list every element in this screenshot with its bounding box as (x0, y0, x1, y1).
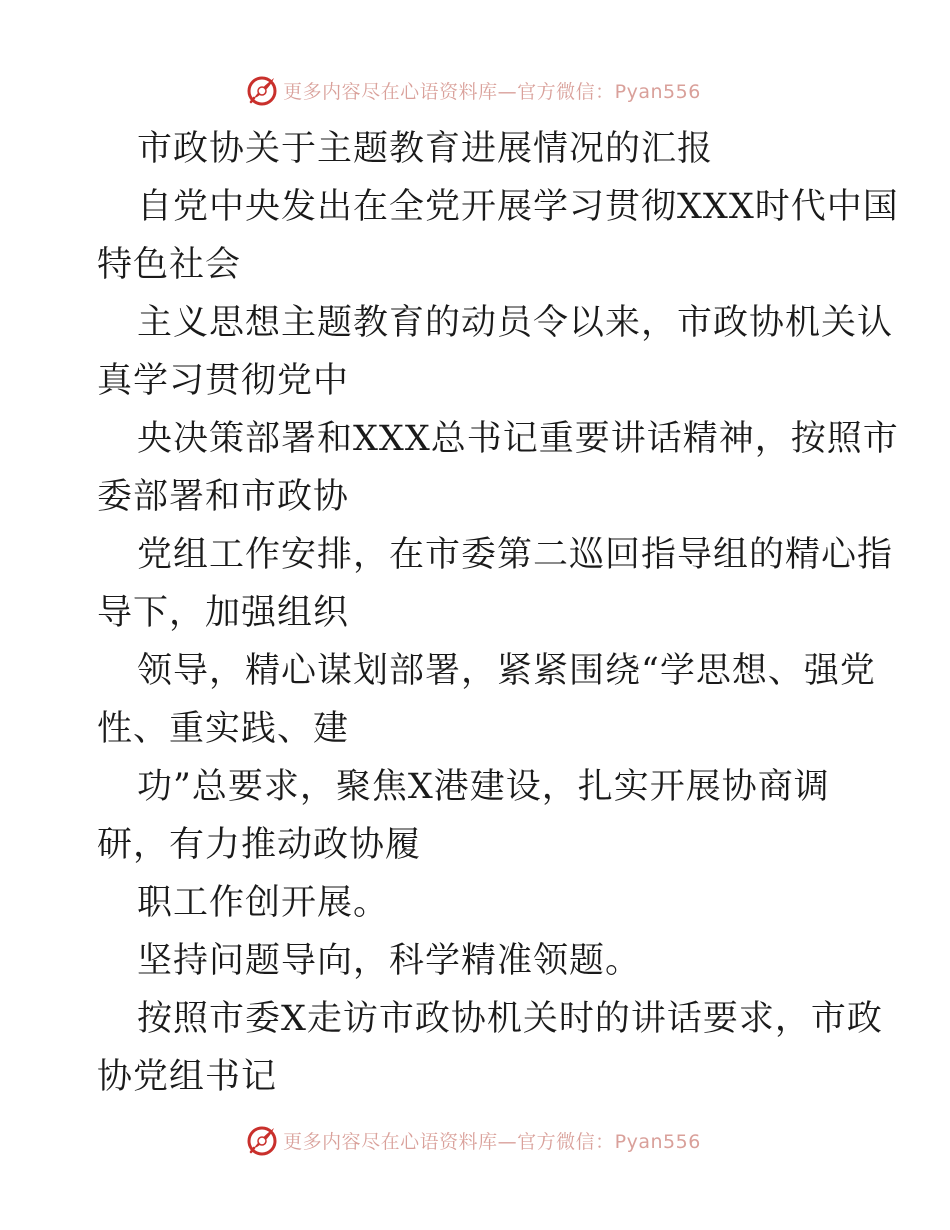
paragraph-line: 职工作创开展。 (137, 883, 390, 923)
paragraph-line: 委部署和市政协 (97, 477, 350, 517)
header-banner-text: 更多内容尽在心语资料库—官方微信：Pyan556 (283, 80, 701, 103)
paragraph-line: 性、重实践、建 (97, 709, 350, 749)
quill-pen-logo-icon (245, 73, 279, 107)
paragraph-line: 按照市委X走访市政协机关时的讲话要求，市政 (137, 999, 883, 1039)
paragraph-line: 功”总要求，聚焦X港建设，扎实开展协商调 (137, 767, 830, 807)
section-heading: 坚持问题导向，科学精准领题。 (137, 941, 642, 981)
paragraph-line: 研，有力推动政协履 (97, 825, 422, 865)
paragraph-line: 主义思想主题教育的动员令以来，市政协机关认 (137, 303, 894, 343)
header-banner (0, 68, 950, 112)
paragraph-line: 真学习贯彻党中 (97, 361, 350, 401)
paragraph-line: 特色社会 (97, 245, 242, 285)
paragraph-line: 领导，精心谋划部署，紧紧围绕“学思想、强党 (137, 651, 876, 691)
footer-banner-content (245, 1123, 701, 1157)
paragraph-line: 自党中央发出在全党开展学习贯彻XXX时代中国 (137, 187, 899, 227)
paragraph-line: 导下，加强组织 (97, 593, 350, 633)
paragraph-line: 央决策部署和XXX总书记重要讲话精神，按照市 (137, 419, 899, 459)
document-body (97, 120, 899, 1106)
paragraph-line: 协党组书记 (97, 1057, 278, 1097)
footer-banner-text: 更多内容尽在心语资料库—官方微信：Pyan556 (283, 1130, 701, 1153)
header-banner-content (245, 73, 701, 107)
paragraph-line: 党组工作安排，在市委第二巡回指导组的精心指 (137, 535, 894, 575)
document-title: 市政协关于主题教育进展情况的汇报 (137, 129, 714, 169)
footer-banner (0, 1118, 950, 1162)
quill-pen-logo-icon (245, 1123, 279, 1157)
